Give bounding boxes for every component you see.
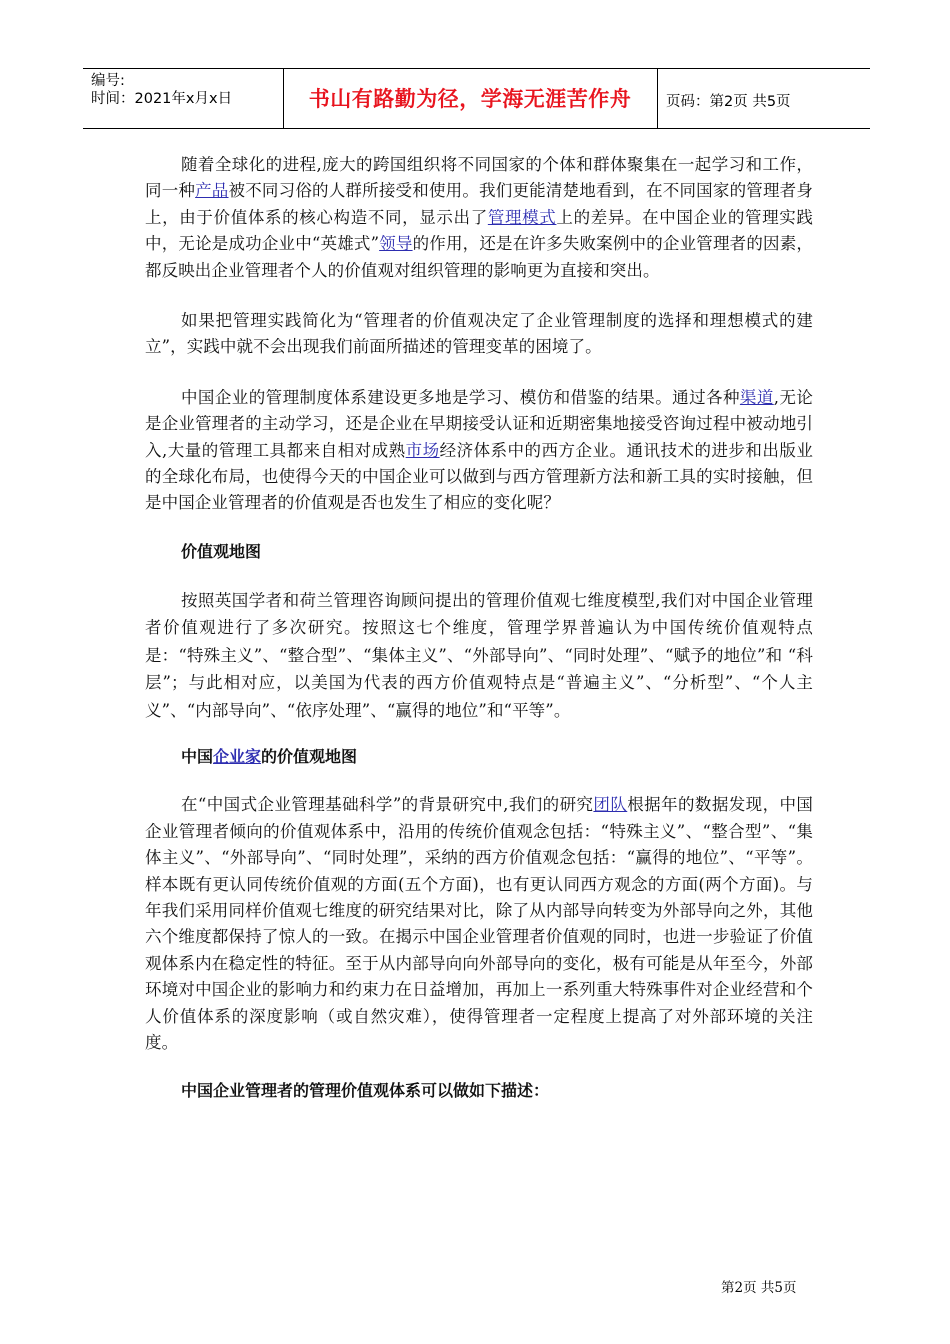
paragraph-1: 随着全球化的进程,庞大的跨国组织将不同国家的个体和群体聚集在一起学习和工作，同一种产品被不同习俗的人群所接受和使用。我们更能清楚地看到，在不同国家的管理者身上，由于价值体系的核心构造不同，显示出了管理模式上的差异。在中国企业的管理实践中，无论是成功企业中“英雄式”领导的作用，还是在许多失败案例中的企业管理者的因素，都反映出企业管理者个人的价值观对组织管理的影响更为直接和突出。: [145, 155, 814, 280]
link-management-mode[interactable]: 管理模式: [487, 207, 557, 227]
paragraph-5: 在“中国式企业管理基础科学”的背景研究中,我们的研究团队根据年的数据发现，中国企业管理者倾向的价值观体系中，沿用的传统价值观念包括：“特殊主义”、“整合型”、“集体主义”、“外部导向”、“同时处理”，采纳的西方价值观念包括：“赢得的地位”、“平等”。样本既有更认同传统价值观的方面(五个方面)，也有更认同西方观念的方面(两个方面)。与年我们采用同样价值观七维度的研究结果对比，除了从内部导向转变为外部导向之外，其他六个维度都保持了惊人的一致。在揭示中国企业管理者价值观的同时，也进一步验证了价值观体系内在稳定性的特征。至于从内部导向向外部导向的变化，极有可能是从年至今，外部环境对中国企业的影响力和约束力在日益增加，再加上一系列重大特殊事件对企业经营和个人价值体系的深度影响（或自然灾难），使得管理者一定程度上提高了对外部环境的关注度。: [145, 795, 813, 1053]
link-market[interactable]: 市场: [405, 440, 440, 460]
footer-page-number: 第2页 共5页: [721, 1280, 797, 1296]
header-top-rule: [83, 68, 870, 69]
paragraph-3: 中国企业的管理制度体系建设更多地是学习、模仿和借鉴的结果。通过各种渠道,无论是企业管理者的主动学习，还是企业在早期接受认证和近期密集地接受咨询过程中被动地引入,大量的管理工具都来自相对成熟市场经济体系中的西方企业。通讯技术的进步和出版业的全球化布局，也使得今天的中国企业可以做到与西方管理新方法和新工具的实时接触，但是中国企业管理者的价值观是否也发生了相应的变化呢？: [145, 387, 813, 513]
link-product[interactable]: 产品: [195, 181, 229, 201]
link-leadership[interactable]: 领导: [379, 234, 413, 254]
document-body: [145, 152, 813, 1104]
header-number: 编号:: [91, 73, 125, 89]
paragraph-4: 按照英国学者和荷兰管理咨询顾问提出的管理价值观七维度模型,我们对中国企业管理者价值观进行了多次研究。按照这七个维度，管理学界普遍认为中国传统价值观特点是：“特殊主义”、“整合型”、“集体主义”、“外部导向”、“同时处理”、“赋予的地位”和 “科层”；与此相对应，以美国为代表的西方价值观特点是“普遍主义”、“分析型”、“个人主义”、“内部导向”、“依序处理”、“赢得的地位”和“平等”。: [145, 590, 813, 720]
header-divider-right: [657, 68, 658, 129]
link-channel[interactable]: 渠道: [739, 387, 774, 407]
link-entrepreneur[interactable]: 企业家: [213, 747, 262, 767]
link-team[interactable]: 团队: [593, 795, 628, 815]
heading-entrepreneur-values: 中国企业家的价值观地图: [181, 747, 358, 767]
heading-values-map: 价值观地图: [181, 541, 262, 561]
header-motto: 书山有路勤为径，学海无涯苦作舟: [308, 87, 632, 111]
header-time: 时间：2021年x月x日: [91, 91, 233, 107]
header-bottom-rule: [83, 128, 870, 129]
header-meta: [91, 72, 232, 108]
heading-manager-values: 中国企业管理者的管理价值观体系可以做如下描述：: [181, 1081, 550, 1101]
paragraph-2: 如果把管理实践简化为“管理者的价值观决定了企业管理制度的选择和理想模式的建立”，实践中就不会出现我们前面所描述的管理变革的困境了。: [145, 311, 813, 357]
header-page-number: 页码：第2页 共5页: [666, 94, 791, 110]
